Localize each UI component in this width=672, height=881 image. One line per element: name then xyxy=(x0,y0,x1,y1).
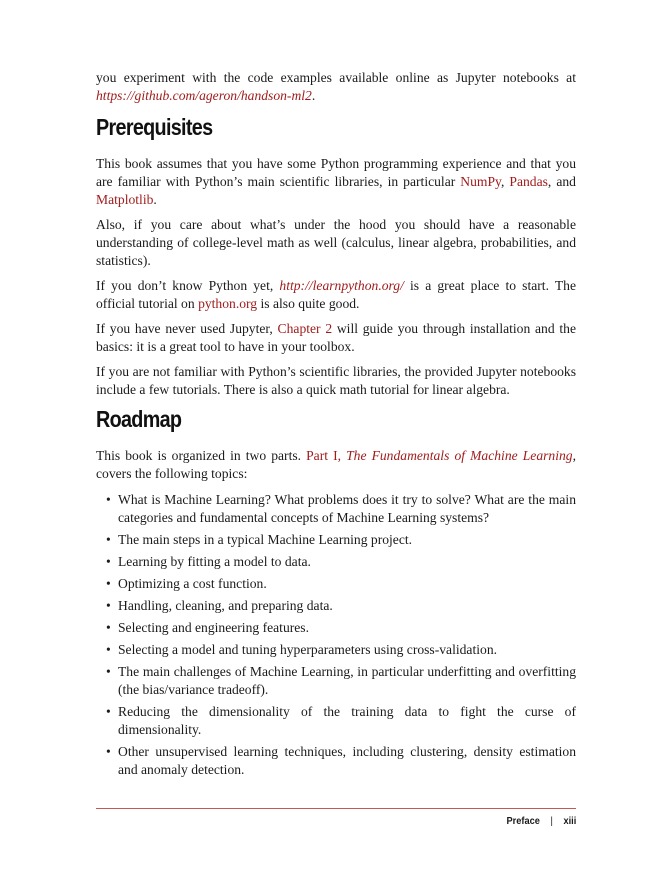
topics-list-container xyxy=(96,491,576,783)
page-number: xiii xyxy=(563,815,576,827)
footer-separator: | xyxy=(550,815,553,827)
list-item: • Optimizing a cost function. xyxy=(96,575,576,593)
intro-end: . xyxy=(311,88,316,103)
list-item: • Reducing the dimensionality of the training data to fight the curse of dimensionality. xyxy=(96,703,576,739)
text: is also quite good. xyxy=(257,296,360,311)
text: is a great place to start. The official tutorial on xyxy=(96,278,576,311)
text: This book is organized in two parts. xyxy=(96,448,307,463)
list-item: • Learning by fitting a model to data. xyxy=(96,553,576,571)
matplotlib-link[interactable]: Matplotlib xyxy=(96,192,154,207)
text: , covers the following topics: xyxy=(96,448,576,481)
prereq-paragraph-2: Also, if you care about what’s under the hood you should have a reasonable understanding of college-level math as well (calculus, linear algebra, probabilities, and statistics). xyxy=(96,217,576,268)
prerequisites-heading: Prerequisites xyxy=(96,114,213,140)
part-1-link[interactable]: Part I, xyxy=(306,448,347,463)
list-item: • Handling, cleaning, and preparing data. xyxy=(96,597,576,615)
list-item: • What is Machine Learning? What problems does it try to solve? What are the main categories and fundamental concepts of Machine Learning systems? xyxy=(96,491,576,527)
intro-paragraph xyxy=(96,69,576,105)
roadmap-heading: Roadmap xyxy=(96,406,182,432)
numpy-link[interactable]: NumPy xyxy=(460,174,501,189)
prereq-paragraph-1 xyxy=(96,155,576,209)
list-item: • Selecting a model and tuning hyperparameters using cross-validation. xyxy=(96,641,576,659)
prereq-paragraph-4 xyxy=(96,320,576,356)
text: , xyxy=(500,174,510,189)
list-item: • Selecting and engineering features. xyxy=(96,619,576,637)
list-item: • The main steps in a typical Machine Learning project. xyxy=(96,531,576,549)
roadmap-intro xyxy=(96,447,576,483)
pandas-link[interactable]: Pandas xyxy=(509,174,548,189)
prereq-paragraph-5: If you are not familiar with Python’s scientific libraries, the provided Jupyter notebooks include a few tutorials. There is also a quick math tutorial for linear algebra. xyxy=(96,364,576,397)
intro-text: you experiment with the code examples available online as Jupyter notebooks at xyxy=(96,70,576,85)
text: If you have never used Jupyter, xyxy=(96,321,278,336)
text: . xyxy=(153,192,157,207)
list-item: • The main challenges of Machine Learning, in particular underfitting and overfitting (the bias/variance tradeoff). xyxy=(96,663,576,699)
text: This book assumes that you have some Python programming experience and that you are familiar with Python’s main scientific libraries, in particular xyxy=(96,156,576,189)
part-1-title-link[interactable]: The Fundamentals of Machine Learning xyxy=(346,448,573,463)
page-footer xyxy=(506,815,576,827)
text: , and xyxy=(547,174,576,189)
prereq-paragraph-3 xyxy=(96,277,576,313)
footer-section: Preface xyxy=(506,815,540,827)
github-link[interactable]: https://github.com/ageron/handson-ml2 xyxy=(96,88,312,103)
text: will guide you through installation and the basics: it is a great tool to have in your toolbox. xyxy=(96,321,576,354)
topics-list xyxy=(96,491,576,779)
learnpython-link[interactable]: http://learnpython.org/ xyxy=(279,278,404,293)
python-org-link[interactable]: python.org xyxy=(198,296,258,311)
text: If you don’t know Python yet, xyxy=(96,278,280,293)
footer-rule xyxy=(96,808,576,809)
chapter-2-link[interactable]: Chapter 2 xyxy=(277,321,333,336)
list-item: • Other unsupervised learning techniques, including clustering, density estimation and anomaly detection. xyxy=(96,743,576,779)
